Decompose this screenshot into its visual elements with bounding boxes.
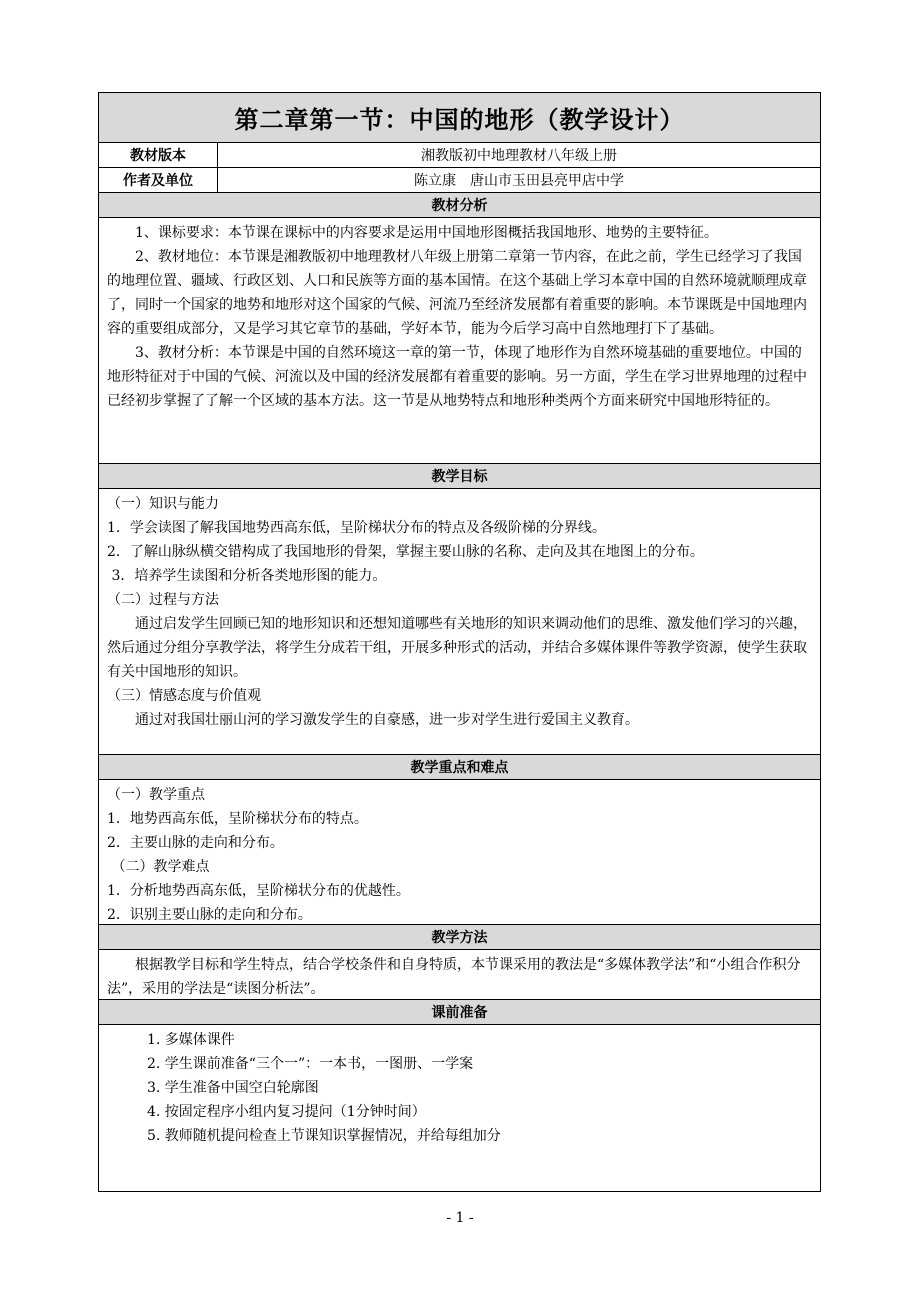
section-heading-objectives: 教学目标: [99, 464, 820, 489]
section-body-methods: [99, 950, 820, 1000]
document-title: 第二章第一节：中国的地形（教学设计）: [234, 106, 685, 134]
list-item: 2．了解山脉纵横交错构成了我国地形的骨架，掌握主要山脉的名称、走向及其在地图上的分布。: [107, 544, 704, 560]
title-row: [99, 93, 820, 143]
subheading: （一）知识与能力: [107, 496, 219, 512]
info-row-author: [99, 168, 820, 193]
paragraph: 根据教学目标和学生特点，结合学校条件和自身特质，本节课采用的教法是“多媒体教学法”和“小组合作积分法”，采用的学法是“读图分析法”。: [107, 957, 801, 997]
list-item: 2．主要山脉的走向和分布。: [107, 835, 284, 851]
subheading: （三）情感态度与价值观: [107, 688, 261, 704]
list-item: 1．地势西高东低，呈阶梯状分布的特点。: [107, 811, 368, 827]
paragraph: 2、教材地位：本节课是湘教版初中地理教材八年级上册第二章第一节内容，在此之前，学生已经学习了我国的地理位置、疆域、行政区划、人口和民族等方面的基本国情。在这个基础上学习本章中国的自然环境就顺理成章了，同时一个国家的地势和地形对这个国家的气候、河流乃至经济发展都有着重要的影响。本节课既是中国地理内容的重要组成部分，又是学习其它章节的基础，学好本节，能为今后学习高中自然地理打下了基础。: [107, 249, 807, 337]
list-item: 1. 多媒体课件: [147, 1032, 235, 1048]
section-body-analysis: [99, 218, 820, 464]
list-item: 5. 教师随机提问检查上节课知识掌握情况，并给每组加分: [147, 1128, 501, 1144]
list-item: 4. 按固定程序小组内复习提问（1分钟时间）: [147, 1104, 426, 1120]
list-item: 3. 学生准备中国空白轮廓图: [147, 1080, 319, 1096]
list-item: 2. 学生课前准备“三个一”：一本书，一图册、一学案: [147, 1056, 474, 1072]
lesson-plan-table: [98, 92, 821, 1192]
subheading: （二）教学难点: [107, 859, 210, 875]
section-heading-key-points: 教学重点和难点: [99, 755, 820, 780]
paragraph: 通过对我国壮丽山河的学习激发学生的自豪感，进一步对学生进行爱国主义教育。: [135, 712, 639, 728]
section-heading-analysis: 教材分析: [99, 193, 820, 218]
section-body-objectives: [99, 489, 820, 755]
list-item: 1．学会读图了解我国地势西高东低，呈阶梯状分布的特点及各级阶梯的分界线。: [107, 520, 606, 536]
page-number: - 1 -: [446, 1210, 474, 1226]
paragraph: 通过启发学生回顾已知的地形知识和还想知道哪些有关地形的知识来调动他们的思维、激发他们学习的兴趣，然后通过分组分享教学法，将学生分成若干组，开展多种形式的活动，并结合多媒体课件等教学资源，使学生获取有关中国地形的知识。: [107, 616, 807, 680]
section-body-key-points: [99, 780, 820, 925]
preparation-list: [107, 1028, 812, 1148]
info-value: 陈立康 唐山市玉田县亮甲店中学: [414, 173, 624, 189]
subheading: （一）教学重点: [107, 787, 205, 803]
list-item: 2．识别主要山脉的走向和分布。: [107, 907, 312, 923]
info-row-edition: [99, 143, 820, 168]
section-heading-preparation: 课前准备: [99, 1000, 820, 1025]
info-label: 教材版本: [99, 143, 218, 167]
section-body-preparation: [99, 1025, 820, 1148]
paragraph: 1、课标要求：本节课在课标中的内容要求是运用中国地形图概括我国地形、地势的主要特征。: [135, 225, 718, 241]
section-heading-methods: 教学方法: [99, 925, 820, 950]
info-value: 湘教版初中地理教材八年级上册: [421, 148, 617, 164]
subheading: （二）过程与方法: [107, 592, 219, 608]
list-item: 1．分析地势西高东低，呈阶梯状分布的优越性。: [107, 883, 410, 899]
info-label: 作者及单位: [99, 168, 218, 192]
list-item: 3．培养学生读图和分析各类地形图的能力。: [107, 568, 387, 584]
paragraph: 3、教材分析：本节课是中国的自然环境这一章的第一节，体现了地形作为自然环境基础的重要地位。中国的地形特征对于中国的气候、河流以及中国的经济发展都有着重要的影响。另一方面，学生在学习世界地理的过程中已经初步掌握了了解一个区域的基本方法。这一节是从地势特点和地形种类两个方面来研究中国地形特征的。: [107, 345, 807, 409]
